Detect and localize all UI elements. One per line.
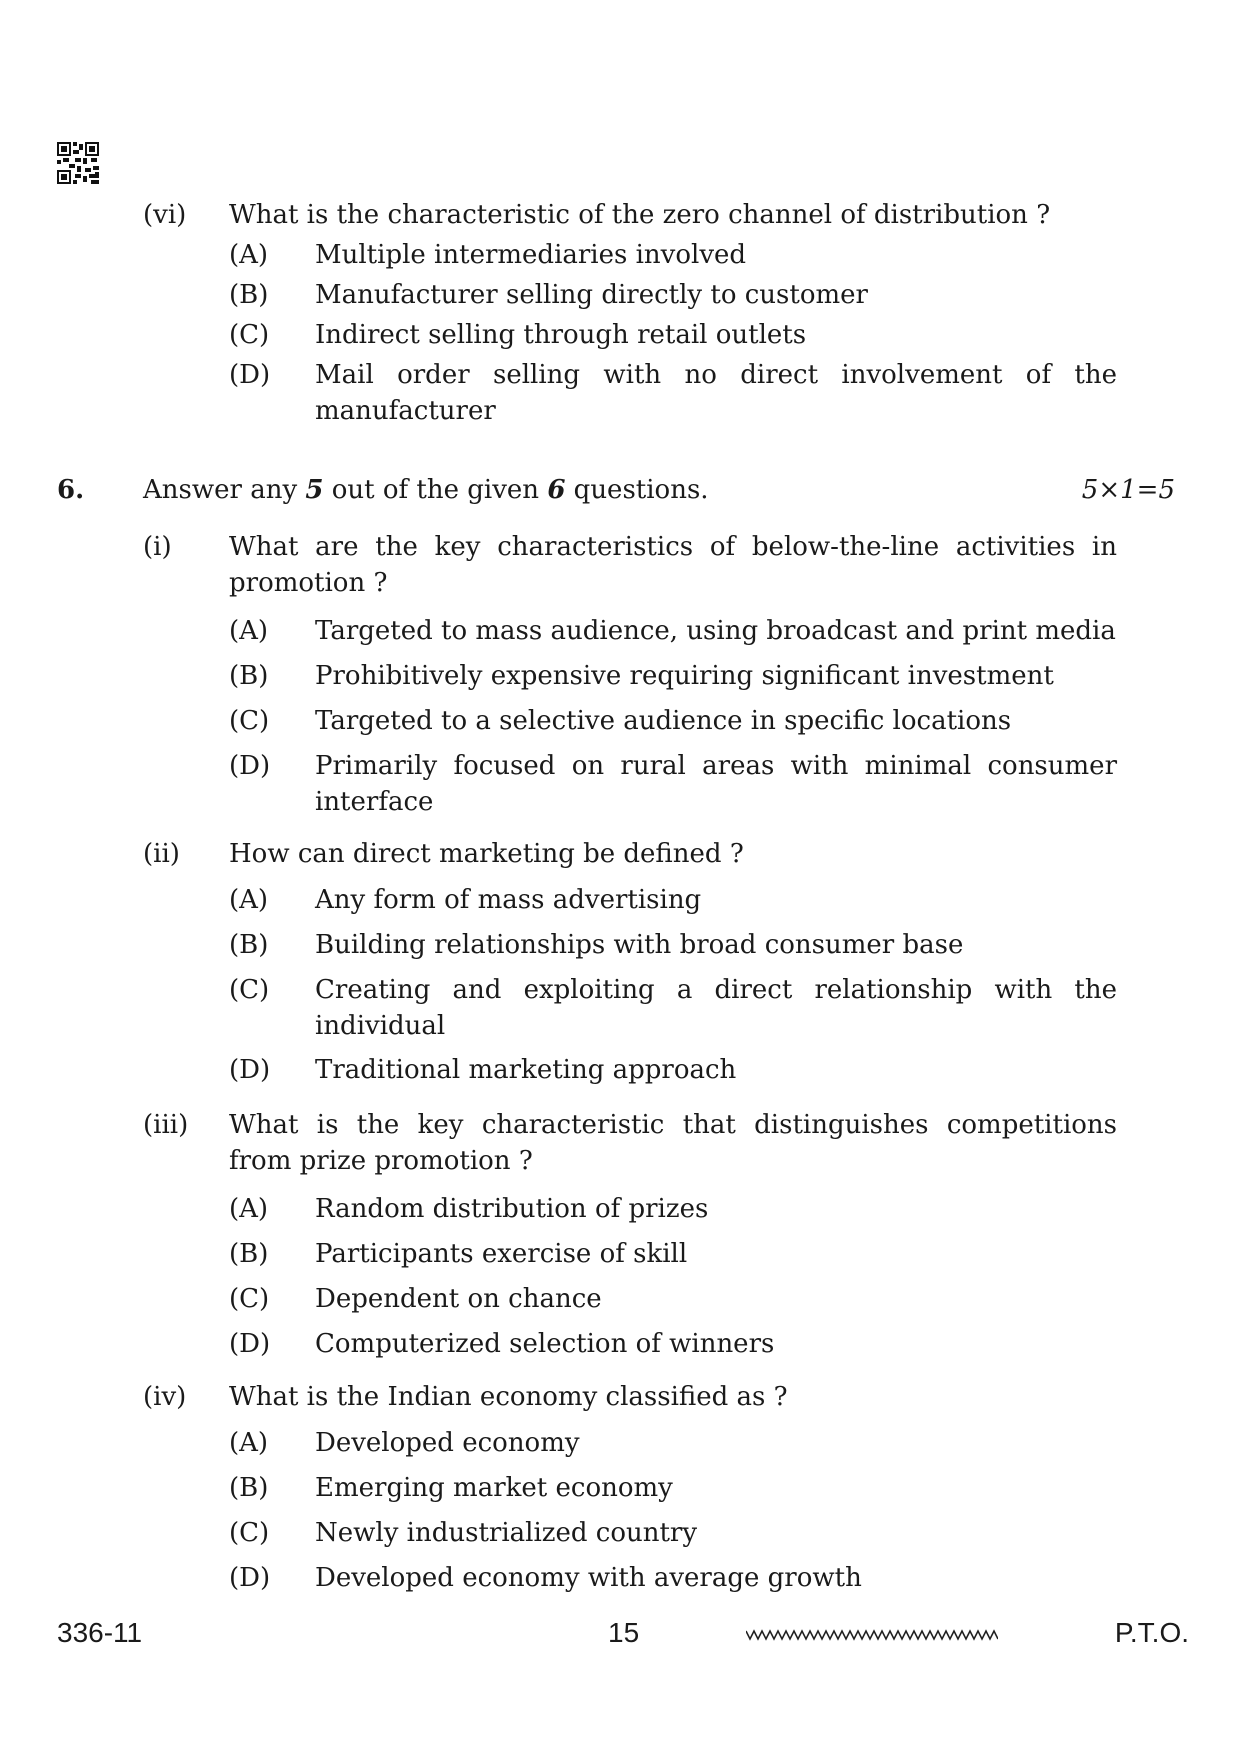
option-text: Building relationships with broad consumer base: [315, 930, 964, 960]
qr-code-icon: [57, 142, 99, 184]
option-text: Targeted to a selective audience in specific locations: [315, 706, 1012, 736]
option-letter: (A): [229, 1194, 269, 1224]
option-letter: (B): [229, 661, 269, 691]
paper-code: 336-11: [57, 1617, 143, 1648]
option-text: Prohibitively expensive requiring significant investment: [315, 661, 1054, 691]
question-6-iv: [0, 1377, 1241, 1603]
option-text: Random distribution of prizes: [315, 1194, 709, 1224]
option-letter: (C): [229, 320, 270, 350]
option-letter: (B): [229, 280, 269, 310]
option-text: Manufacturer selling directly to customer: [315, 280, 868, 310]
option-letter: (A): [229, 885, 269, 915]
option-text: Traditional marketing approach: [315, 1055, 737, 1085]
option-text: Developed economy: [315, 1428, 580, 1458]
sub-question-label: (i): [143, 532, 172, 562]
option-letter: (D): [229, 1329, 271, 1359]
sub-question-text: What are the key characteristics of below-the-line activities in promotion ?: [229, 532, 1117, 598]
option-letter: (D): [229, 1563, 271, 1593]
question-6-ii: [0, 834, 1241, 1095]
option-letter: (C): [229, 1284, 270, 1314]
please-turn-over: P.T.O.: [1114, 1617, 1189, 1648]
option-text: Newly industrialized country: [315, 1518, 698, 1548]
sub-question-text: What is the key characteristic that distinguishes competitions from prize promotion ?: [229, 1110, 1117, 1176]
question-instruction: Answer any 5 out of the given 6 questions.: [143, 475, 709, 505]
question-6-i: [0, 527, 1241, 818]
option-letter: (A): [229, 616, 269, 646]
option-text: Developed economy with average growth: [315, 1563, 862, 1593]
page-footer: [0, 1617, 1241, 1661]
sub-question-text: What is the Indian economy classified as ?: [229, 1382, 788, 1412]
sub-question-label: (iv): [143, 1382, 187, 1412]
option-text: Multiple intermediaries involved: [315, 240, 747, 270]
option-text: Participants exercise of skill: [315, 1239, 688, 1269]
option-text: Indirect selling through retail outlets: [315, 320, 807, 350]
question-count: 6: [547, 475, 566, 505]
answer-count: 5: [305, 475, 324, 505]
sub-question-text: What is the characteristic of the zero channel of distribution ?: [229, 200, 1051, 230]
question-5-vi: [0, 195, 1241, 427]
page-number: 15: [608, 1617, 640, 1648]
option-letter: (D): [229, 751, 271, 781]
option-letter: (B): [229, 1239, 269, 1269]
option-text: Mail order selling with no direct involvement of the manufacturer: [315, 360, 1117, 426]
wavy-line-icon: [746, 1627, 998, 1643]
option-letter: (C): [229, 1518, 270, 1548]
option-text: Creating and exploiting a direct relationship with the individual: [315, 975, 1117, 1041]
option-letter: (D): [229, 360, 271, 390]
option-text: Primarily focused on rural areas with minimal consumer interface: [315, 751, 1117, 817]
option-text: Any form of mass advertising: [315, 885, 702, 915]
sub-question-label: (iii): [143, 1110, 189, 1140]
option-letter: (C): [229, 975, 270, 1005]
option-text: Targeted to mass audience, using broadcast and print media: [315, 616, 1116, 646]
question-6-header: [0, 470, 1241, 510]
question-6-iii: [0, 1105, 1241, 1369]
option-letter: (B): [229, 1473, 269, 1503]
option-letter: (A): [229, 1428, 269, 1458]
option-letter: (A): [229, 240, 269, 270]
option-letter: (C): [229, 706, 270, 736]
question-number: 6.: [57, 475, 85, 505]
sub-question-text: How can direct marketing be defined ?: [229, 839, 744, 869]
marks-allocation: 5×1=5: [1081, 475, 1175, 505]
sub-question-label: (ii): [143, 839, 180, 869]
option-text: Dependent on chance: [315, 1284, 602, 1314]
option-letter: (D): [229, 1055, 271, 1085]
option-letter: (B): [229, 930, 269, 960]
sub-question-label: (vi): [143, 200, 187, 230]
option-text: Emerging market economy: [315, 1473, 673, 1503]
option-text: Computerized selection of winners: [315, 1329, 775, 1359]
